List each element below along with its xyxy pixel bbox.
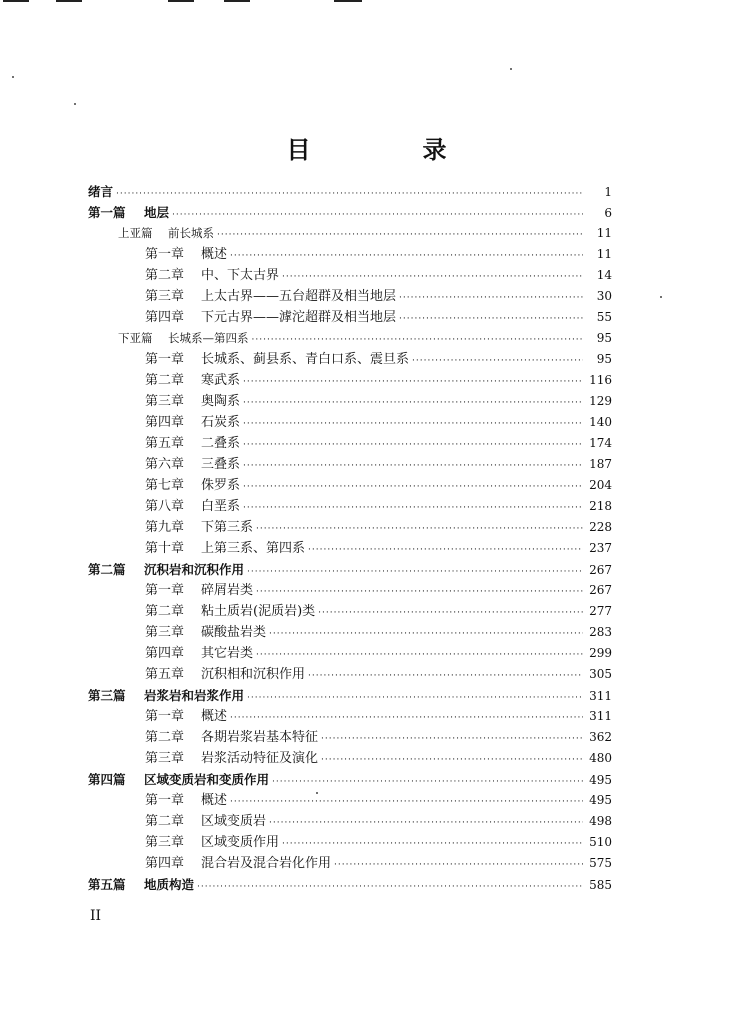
dot-leader — [269, 624, 583, 645]
toc-entry-chap — [88, 706, 612, 727]
toc-entry-chap — [88, 832, 612, 853]
toc-entry-chap — [88, 307, 612, 328]
toc-entry-page: 362 — [589, 730, 612, 744]
scan-artifact — [224, 0, 250, 2]
dot-leader — [252, 330, 584, 351]
toc-entry-title: 地层 — [144, 205, 170, 220]
toc-entry-chap — [88, 391, 612, 412]
toc-entry-title: 碎屑岩类 — [201, 583, 254, 598]
toc-entry-number: 第十章 — [145, 541, 185, 556]
toc-entry-page: 6 — [604, 206, 612, 220]
dot-leader — [243, 414, 583, 435]
toc-entry-page: 277 — [589, 604, 612, 618]
toc-entry-chap — [88, 244, 612, 265]
toc-entry-page: 267 — [589, 583, 612, 597]
toc-entry-title: 石炭系 — [201, 415, 241, 430]
toc-entry-number: 第四章 — [145, 646, 185, 661]
toc-entry-number: 第四章 — [145, 415, 185, 430]
toc-entry-number: 第七章 — [145, 478, 185, 493]
toc-entry-page: 30 — [596, 289, 612, 303]
toc-entry-number: 第五章 — [145, 436, 185, 451]
toc-entry-title: 侏罗系 — [201, 478, 241, 493]
toc-entry-chap — [88, 538, 612, 559]
toc-entry-title: 中、下太古界 — [201, 268, 280, 283]
dot-leader — [308, 540, 583, 561]
toc-entry-page: 204 — [589, 478, 612, 492]
toc-entry-number: 第三章 — [145, 289, 185, 304]
toc-entry-page: 305 — [589, 667, 612, 681]
scan-artifact — [56, 0, 82, 2]
dot-leader — [230, 792, 583, 813]
toc-entry-chap — [88, 580, 612, 601]
page-number: II — [90, 908, 102, 924]
toc-entry-title: 上第三系、第四系 — [201, 541, 306, 556]
dot-leader — [247, 688, 583, 709]
toc-entry-number: 第四章 — [145, 310, 185, 325]
toc-entry-chap — [88, 748, 612, 769]
toc-entry-page: 498 — [589, 814, 612, 828]
toc-entry-title: 长城系、蓟县系、青白口系、震旦系 — [201, 352, 410, 367]
toc-entry-number: 第八章 — [145, 499, 185, 514]
toc-entry-page: 311 — [589, 709, 612, 723]
toc-entry-title: 绪言 — [88, 184, 114, 199]
toc-entry-chap — [88, 643, 612, 664]
scan-speck — [660, 296, 662, 298]
toc-entry-title: 碳酸盐岩类 — [201, 625, 267, 640]
toc-entry-number: 第四篇 — [88, 772, 126, 787]
toc-entry-chap — [88, 286, 612, 307]
dot-leader — [321, 750, 583, 771]
toc-entry-page: 575 — [589, 856, 612, 870]
toc-entry-chap — [88, 349, 612, 370]
scan-speck — [510, 68, 512, 70]
dot-leader — [243, 477, 583, 498]
dot-leader — [282, 267, 583, 288]
toc-entry-page: 116 — [589, 373, 612, 387]
toc-entry-title: 奥陶系 — [201, 394, 241, 409]
dot-leader — [230, 246, 583, 267]
toc-entry-number: 第一章 — [145, 583, 185, 598]
toc-entry-page: 174 — [589, 436, 612, 450]
toc-entry-number: 第一章 — [145, 793, 185, 808]
toc-entry-chap — [88, 412, 612, 433]
toc-entry-sub — [88, 223, 612, 244]
toc-entry-title: 粘土质岩(泥质岩)类 — [201, 604, 316, 619]
toc-entry-page: 495 — [589, 773, 612, 787]
dot-leader — [272, 772, 583, 793]
toc-entry-page: 267 — [589, 563, 612, 577]
toc-entry-number: 第三章 — [145, 835, 185, 850]
dot-leader — [197, 877, 583, 898]
toc-entry-chap — [88, 664, 612, 685]
toc-entry-page: 95 — [596, 352, 612, 366]
toc-entry-number: 第三章 — [145, 751, 185, 766]
dot-leader — [116, 184, 583, 205]
dot-leader — [308, 666, 583, 687]
toc-entry-title: 三叠系 — [201, 457, 241, 472]
toc-entry-chap — [88, 433, 612, 454]
toc-entry-page: 187 — [589, 457, 612, 471]
toc-entry-number: 第四章 — [145, 856, 185, 871]
toc-entry-page: 1 — [604, 185, 612, 199]
scan-speck — [12, 76, 14, 78]
toc-entry-title: 下元古界——滹沱超群及相当地层 — [201, 310, 397, 325]
toc-entry-page: 218 — [589, 499, 612, 513]
dot-leader — [243, 498, 583, 519]
toc-entry-page: 14 — [596, 268, 612, 282]
toc-entry-part — [88, 559, 612, 580]
toc-entry-chap — [88, 454, 612, 475]
dot-leader — [412, 351, 583, 372]
toc-entry-number: 第五章 — [145, 667, 185, 682]
dot-leader — [399, 309, 583, 330]
dot-leader — [256, 582, 583, 603]
toc-entry-title: 沉积相和沉积作用 — [201, 667, 306, 682]
toc-entry-page: 11 — [596, 226, 612, 240]
toc-entry-number: 第二章 — [145, 268, 185, 283]
toc-entry-chap — [88, 622, 612, 643]
toc-entry-page: 311 — [589, 689, 612, 703]
toc-entry-page: 480 — [589, 751, 612, 765]
toc-entry-title: 下第三系 — [201, 520, 254, 535]
toc-entry-title: 概述 — [201, 709, 228, 724]
toc-entry-page: 129 — [589, 394, 612, 408]
toc-entry-number: 第三章 — [145, 625, 185, 640]
dot-leader — [318, 603, 583, 624]
toc-entry-title: 混合岩及混合岩化作用 — [201, 856, 332, 871]
toc-entry-chap — [88, 265, 612, 286]
toc-entry-number: 上亚篇 — [118, 226, 153, 240]
scan-artifact — [334, 0, 362, 2]
page-title: 目 录 — [286, 136, 491, 164]
toc-entry-title: 岩浆活动特征及演化 — [201, 751, 319, 766]
dot-leader — [399, 288, 583, 309]
table-of-contents — [88, 181, 612, 895]
toc-entry-number: 第五篇 — [88, 877, 126, 892]
toc-entry-number: 第一篇 — [88, 205, 126, 220]
toc-entry-chap — [88, 727, 612, 748]
toc-entry-number: 第九章 — [145, 520, 185, 535]
toc-entry-title: 岩浆岩和岩浆作用 — [144, 688, 245, 703]
toc-entry-page: 585 — [589, 878, 612, 892]
toc-entry-part — [88, 769, 612, 790]
dot-leader — [256, 519, 583, 540]
scan-artifact — [168, 0, 194, 2]
toc-entry-title: 前长城系 — [168, 226, 214, 240]
toc-entry-part — [88, 685, 612, 706]
toc-entry-chap — [88, 517, 612, 538]
toc-entry-page: 495 — [589, 793, 612, 807]
toc-entry-page: 237 — [589, 541, 612, 555]
toc-entry-title: 区域变质岩 — [201, 814, 267, 829]
toc-entry-number: 第三章 — [145, 394, 185, 409]
toc-entry-page: 55 — [596, 310, 612, 324]
toc-entry-title: 上太古界——五台超群及相当地层 — [201, 289, 397, 304]
toc-entry-title: 区域变质作用 — [201, 835, 280, 850]
toc-entry-title: 二叠系 — [201, 436, 241, 451]
dot-leader — [282, 834, 583, 855]
toc-entry-title: 寒武系 — [201, 373, 241, 388]
toc-entry-page: 95 — [596, 331, 612, 345]
dot-leader — [230, 708, 583, 729]
dot-leader — [243, 456, 583, 477]
toc-entry-number: 第一章 — [145, 709, 185, 724]
toc-entry-chap — [88, 853, 612, 874]
toc-entry-part — [88, 874, 612, 895]
toc-entry-number: 下亚篇 — [118, 331, 153, 345]
toc-entry-number: 第二篇 — [88, 562, 126, 577]
toc-entry-title: 沉积岩和沉积作用 — [144, 562, 245, 577]
toc-entry-number: 第三篇 — [88, 688, 126, 703]
toc-entry-page: 140 — [589, 415, 612, 429]
toc-entry-title: 长城系—第四系 — [168, 331, 249, 345]
toc-entry-page: 228 — [589, 520, 612, 534]
toc-entry-title: 概述 — [201, 247, 228, 262]
toc-entry-part — [88, 202, 612, 223]
dot-leader — [217, 225, 583, 246]
toc-entry-number: 第二章 — [145, 373, 185, 388]
toc-entry-title: 白垩系 — [201, 499, 241, 514]
toc-entry-chap — [88, 790, 612, 811]
toc-entry-chap — [88, 370, 612, 391]
toc-entry-number: 第二章 — [145, 814, 185, 829]
toc-entry-chap — [88, 811, 612, 832]
toc-entry-number: 第二章 — [145, 604, 185, 619]
scan-artifact — [3, 0, 29, 2]
dot-leader — [247, 562, 583, 583]
toc-entry-page: 299 — [589, 646, 612, 660]
toc-entry-sub — [88, 328, 612, 349]
toc-entry-chap — [88, 475, 612, 496]
dot-leader — [243, 435, 583, 456]
toc-entry-title: 地质构造 — [144, 877, 195, 892]
dot-leader — [243, 372, 583, 393]
toc-entry-number: 第一章 — [145, 352, 185, 367]
toc-entry-title: 各期岩浆岩基本特征 — [201, 730, 319, 745]
toc-entry-page: 11 — [596, 247, 612, 261]
dot-leader — [334, 855, 583, 876]
toc-entry-chap — [88, 496, 612, 517]
toc-entry-number: 第二章 — [145, 730, 185, 745]
toc-entry-title: 区域变质岩和变质作用 — [144, 772, 270, 787]
toc-entry-title: 概述 — [201, 793, 228, 808]
toc-entry-title: 其它岩类 — [201, 646, 254, 661]
toc-entry-page: 510 — [589, 835, 612, 849]
toc-entry-number: 第一章 — [145, 247, 185, 262]
toc-entry-number: 第六章 — [145, 457, 185, 472]
toc-entry-page: 283 — [589, 625, 612, 639]
dot-leader — [269, 813, 583, 834]
toc-entry-part — [88, 181, 612, 202]
scan-speck — [74, 103, 76, 105]
dot-leader — [321, 729, 583, 750]
toc-entry-chap — [88, 601, 612, 622]
dot-leader — [256, 645, 583, 666]
dot-leader — [243, 393, 583, 414]
dot-leader — [172, 205, 583, 226]
